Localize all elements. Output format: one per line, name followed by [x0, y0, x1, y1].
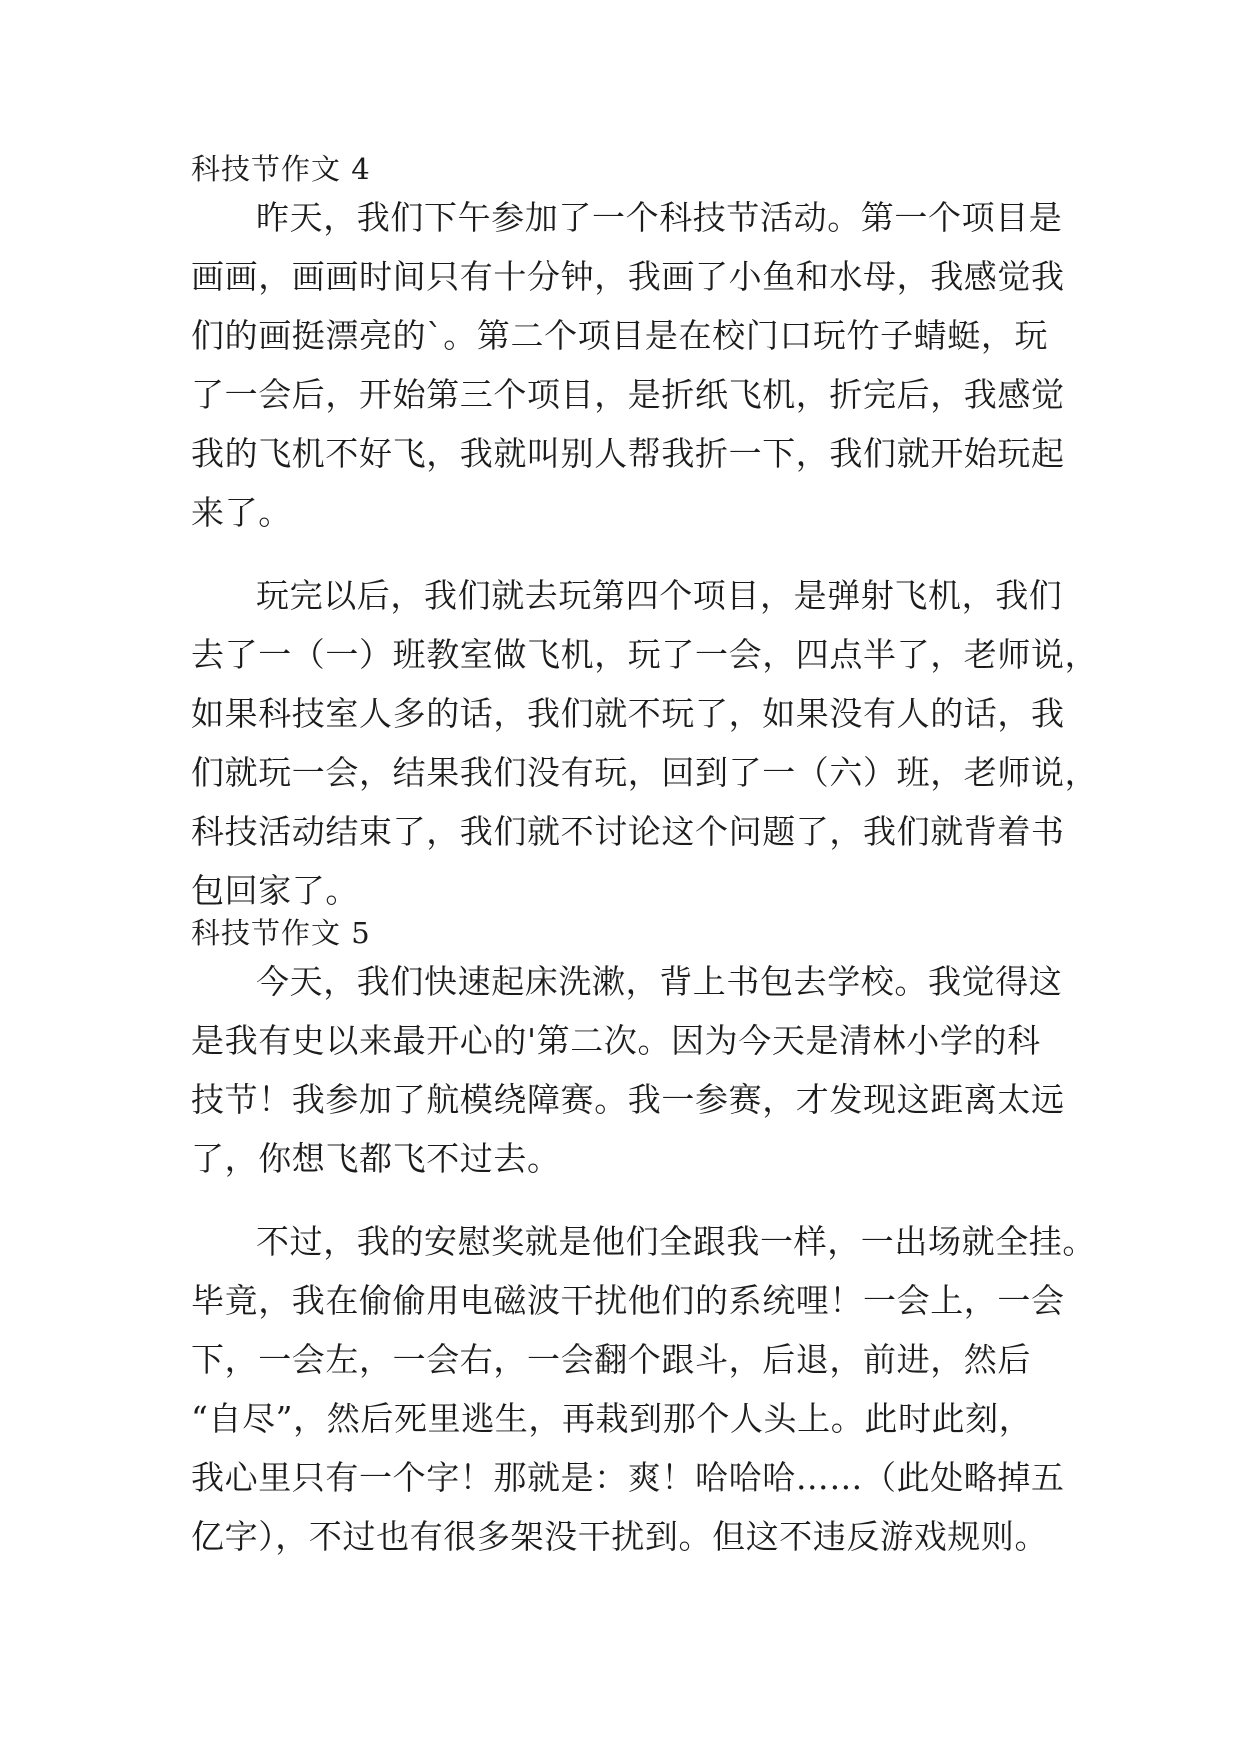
text-line: 技节！我参加了航模绕障赛。我一参赛，才发现这距离太远	[191, 1080, 1065, 1119]
text-line: 亿字），不过也有很多架没干扰到。但这不违反游戏规则。	[191, 1517, 1049, 1556]
text-line: 了一会后，开始第三个项目，是折纸飞机，折完后，我感觉	[191, 375, 1065, 414]
text-line: “自尽”，然后死里逃生，再栽到那个人头上。此时此刻，	[191, 1399, 1033, 1438]
text-line: 来了。	[191, 493, 292, 532]
paragraph-5-2	[191, 1212, 1096, 1566]
text-line: 玩完以后，我们就去玩第四个项目，是弹射飞机，我们	[256, 576, 1063, 615]
text-line: 科技活动结束了，我们就不讨论这个问题了，我们就背着书	[191, 812, 1065, 851]
text-line: 下，一会左，一会右，一会翻个跟斗，后退，前进，然后	[191, 1340, 1031, 1379]
text-line: 不过，我的安慰奖就是他们全跟我一样，一出场就全挂。	[256, 1222, 1096, 1261]
text-line: 我的飞机不好飞，我就叫别人帮我折一下，我们就开始玩起	[191, 434, 1065, 473]
text-line: 如果科技室人多的话，我们就不玩了，如果没有人的话，我	[191, 694, 1065, 733]
text-line: 是我有史以来最开心的'第二次。因为今天是清林小学的科	[191, 1021, 1041, 1060]
text-line: 们就玩一会，结果我们没有玩，回到了一（六）班，老师说，	[191, 753, 1099, 792]
paragraph-5-1	[191, 952, 1065, 1188]
text-line: 昨天，我们下午参加了一个科技节活动。第一个项目是	[256, 198, 1063, 237]
text-line: 画画，画画时间只有十分钟，我画了小鱼和水母，我感觉我	[191, 257, 1065, 296]
text-line: 我心里只有一个字！那就是：爽！哈哈哈……（此处略掉五	[191, 1458, 1065, 1497]
text-line: 去了一（一）班教室做飞机，玩了一会，四点半了，老师说，	[191, 635, 1099, 674]
text-line: 包回家了。	[191, 871, 359, 910]
section-title-4: 科技节作文 4	[191, 152, 371, 186]
text-line: 毕竟，我在偷偷用电磁波干扰他们的系统哩！一会上，一会	[191, 1281, 1065, 1320]
paragraph-4-1	[191, 188, 1065, 542]
section-title-5: 科技节作文 5	[191, 916, 371, 950]
text-line: 了，你想飞都飞不过去。	[191, 1139, 561, 1178]
text-line: 今天，我们快速起床洗漱，背上书包去学校。我觉得这	[256, 962, 1063, 1001]
paragraph-4-2	[191, 566, 1099, 920]
text-line: 们的画挺漂亮的`。第二个项目是在校门口玩竹子蜻蜓，玩	[191, 316, 1049, 355]
